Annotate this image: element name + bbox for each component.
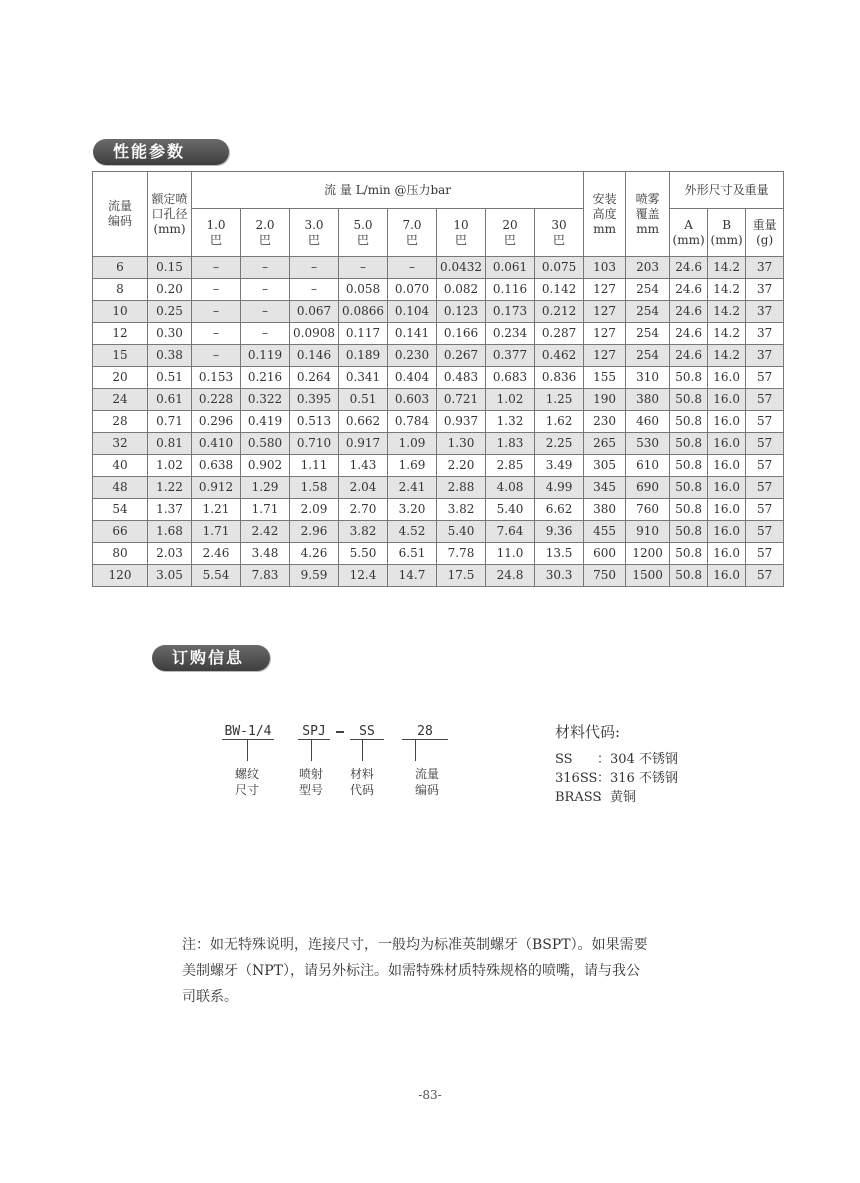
table-cell: 910 xyxy=(626,521,670,543)
table-cell: 6.62 xyxy=(535,499,584,521)
table-cell: 0.070 xyxy=(388,279,437,301)
table-cell: 5.40 xyxy=(437,521,486,543)
table-cell: 0.30 xyxy=(148,323,192,345)
table-cell: 3.05 xyxy=(148,565,192,587)
connector-line xyxy=(311,739,312,761)
table-cell: 12.4 xyxy=(339,565,388,587)
header-spray-cover: 喷雾覆盖mm xyxy=(626,172,670,257)
table-cell: 0.067 xyxy=(290,301,339,323)
table-cell: – xyxy=(241,301,290,323)
table-cell: 0.836 xyxy=(535,367,584,389)
table-cell: 14.2 xyxy=(708,279,746,301)
table-row xyxy=(93,279,784,301)
table-cell: 1.62 xyxy=(535,411,584,433)
table-cell: 530 xyxy=(626,433,670,455)
table-cell: 1.25 xyxy=(535,389,584,411)
table-cell: 0.513 xyxy=(290,411,339,433)
table-cell: 8 xyxy=(93,279,148,301)
table-cell: 310 xyxy=(626,367,670,389)
table-cell: 48 xyxy=(93,477,148,499)
underline xyxy=(402,739,448,740)
table-cell: 32 xyxy=(93,433,148,455)
table-cell: 6 xyxy=(93,257,148,279)
table-cell: 57 xyxy=(746,499,784,521)
table-cell: 16.0 xyxy=(708,543,746,565)
table-cell: 24.6 xyxy=(670,323,708,345)
underline xyxy=(350,739,384,740)
table-row xyxy=(93,301,784,323)
table-cell: 230 xyxy=(584,411,626,433)
table-cell: 80 xyxy=(93,543,148,565)
table-row xyxy=(93,499,784,521)
table-cell: 0.419 xyxy=(241,411,290,433)
table-cell: 3.20 xyxy=(388,499,437,521)
table-cell: 4.52 xyxy=(388,521,437,543)
table-cell: 0.146 xyxy=(290,345,339,367)
table-cell: 0.141 xyxy=(388,323,437,345)
table-cell: 0.104 xyxy=(388,301,437,323)
table-cell: 0.296 xyxy=(192,411,241,433)
table-cell: 0.937 xyxy=(437,411,486,433)
table-cell: 0.917 xyxy=(339,433,388,455)
table-cell: – xyxy=(241,257,290,279)
table-cell: 127 xyxy=(584,279,626,301)
table-cell: 0.058 xyxy=(339,279,388,301)
table-cell: 24.6 xyxy=(670,301,708,323)
connector-line xyxy=(362,739,363,761)
caption-material: 材料 代码 xyxy=(349,767,374,797)
table-cell: 24.6 xyxy=(670,279,708,301)
table-cell: – xyxy=(192,345,241,367)
table-cell: 1.68 xyxy=(148,521,192,543)
table-cell: 14.2 xyxy=(708,345,746,367)
table-cell: 2.41 xyxy=(388,477,437,499)
table-cell: 0.912 xyxy=(192,477,241,499)
table-cell: 57 xyxy=(746,389,784,411)
table-cell: 57 xyxy=(746,367,784,389)
table-cell: 305 xyxy=(584,455,626,477)
material-item: 316SS：316 不锈钢 xyxy=(555,771,678,786)
table-cell: 0.264 xyxy=(290,367,339,389)
table-cell: 0.395 xyxy=(290,389,339,411)
table-cell: 254 xyxy=(626,279,670,301)
table-cell: 455 xyxy=(584,521,626,543)
table-cell: 345 xyxy=(584,477,626,499)
table-cell: 50.8 xyxy=(670,455,708,477)
table-cell: 0.082 xyxy=(437,279,486,301)
table-cell: 0.173 xyxy=(486,301,535,323)
table-cell: 40 xyxy=(93,455,148,477)
header-pressure: 5.0 巴 xyxy=(339,209,388,257)
table-cell: 190 xyxy=(584,389,626,411)
table-cell: 1.29 xyxy=(241,477,290,499)
table-cell: 0.51 xyxy=(339,389,388,411)
table-cell: 690 xyxy=(626,477,670,499)
section-title-performance: 性能参数 xyxy=(93,139,229,165)
table-cell: 0.061 xyxy=(486,257,535,279)
header-dim-a: A (mm) xyxy=(670,209,708,257)
table-cell: – xyxy=(290,279,339,301)
performance-table xyxy=(92,171,784,587)
table-cell: 0.228 xyxy=(192,389,241,411)
table-cell: – xyxy=(192,323,241,345)
table-cell: 2.88 xyxy=(437,477,486,499)
table-cell: 0.119 xyxy=(241,345,290,367)
table-row xyxy=(93,257,784,279)
table-row xyxy=(93,543,784,565)
table-cell: 0.462 xyxy=(535,345,584,367)
table-cell: 0.81 xyxy=(148,433,192,455)
table-cell: 6.51 xyxy=(388,543,437,565)
table-cell: – xyxy=(388,257,437,279)
table-cell: 0.212 xyxy=(535,301,584,323)
table-cell: 380 xyxy=(626,389,670,411)
table-cell: 0.61 xyxy=(148,389,192,411)
table-cell: 254 xyxy=(626,345,670,367)
caption-thread: 螺纹 尺寸 xyxy=(234,767,259,797)
table-cell: 37 xyxy=(746,279,784,301)
table-cell: 0.404 xyxy=(388,367,437,389)
table-cell: 2.09 xyxy=(290,499,339,521)
table-cell: 380 xyxy=(584,499,626,521)
table-cell: 0.20 xyxy=(148,279,192,301)
table-cell: 4.99 xyxy=(535,477,584,499)
table-cell: 5.40 xyxy=(486,499,535,521)
table-cell: 16.0 xyxy=(708,455,746,477)
table-cell: 16.0 xyxy=(708,565,746,587)
table-cell: 0.153 xyxy=(192,367,241,389)
table-row xyxy=(93,521,784,543)
table-cell: 0.638 xyxy=(192,455,241,477)
table-cell: 2.85 xyxy=(486,455,535,477)
table-cell: 24 xyxy=(93,389,148,411)
table-cell: 600 xyxy=(584,543,626,565)
table-cell: 7.83 xyxy=(241,565,290,587)
table-cell: 5.50 xyxy=(339,543,388,565)
table-cell: 57 xyxy=(746,543,784,565)
table-cell: 1.09 xyxy=(388,433,437,455)
table-cell: 2.42 xyxy=(241,521,290,543)
table-cell: 2.70 xyxy=(339,499,388,521)
table-cell: 54 xyxy=(93,499,148,521)
table-cell: 0.0866 xyxy=(339,301,388,323)
table-cell: 0.15 xyxy=(148,257,192,279)
table-row xyxy=(93,433,784,455)
material-item: SS ：304 不锈钢 xyxy=(555,752,678,767)
table-cell: 11.0 xyxy=(486,543,535,565)
table-cell: 0.230 xyxy=(388,345,437,367)
header-pressure: 7.0 巴 xyxy=(388,209,437,257)
table-cell: 37 xyxy=(746,345,784,367)
table-cell: 13.5 xyxy=(535,543,584,565)
table-cell: 0.267 xyxy=(437,345,486,367)
table-cell: 254 xyxy=(626,323,670,345)
table-row xyxy=(93,477,784,499)
table-cell: – xyxy=(192,279,241,301)
table-row xyxy=(93,345,784,367)
materials-title: 材料代码: xyxy=(555,723,621,741)
table-cell: 37 xyxy=(746,323,784,345)
table-cell: 50.8 xyxy=(670,433,708,455)
material-item: BRASS：黄铜 xyxy=(555,790,637,805)
table-cell: 0.142 xyxy=(535,279,584,301)
table-cell: 50.8 xyxy=(670,411,708,433)
table-cell: 57 xyxy=(746,433,784,455)
table-cell: 127 xyxy=(584,345,626,367)
table-cell: 2.03 xyxy=(148,543,192,565)
table-cell: 16.0 xyxy=(708,367,746,389)
caption-flow: 流量 编码 xyxy=(414,767,439,797)
table-cell: 0.71 xyxy=(148,411,192,433)
underline xyxy=(298,739,330,740)
header-dim-b: B (mm) xyxy=(708,209,746,257)
table-cell: 57 xyxy=(746,521,784,543)
table-cell: 7.64 xyxy=(486,521,535,543)
header-pressure: 2.0 巴 xyxy=(241,209,290,257)
table-cell: 30.3 xyxy=(535,565,584,587)
table-cell: – xyxy=(339,257,388,279)
connector-line xyxy=(247,739,248,761)
table-cell: 1.71 xyxy=(192,521,241,543)
table-cell: 2.46 xyxy=(192,543,241,565)
table-cell: 0.322 xyxy=(241,389,290,411)
table-cell: 0.341 xyxy=(339,367,388,389)
table-cell: 1.58 xyxy=(290,477,339,499)
table-row xyxy=(93,565,784,587)
table-cell: 14.2 xyxy=(708,257,746,279)
table-cell: 0.721 xyxy=(437,389,486,411)
table-cell: 0.216 xyxy=(241,367,290,389)
table-cell: 203 xyxy=(626,257,670,279)
caption-type: 喷射 型号 xyxy=(298,767,323,797)
table-cell: 14.7 xyxy=(388,565,437,587)
table-cell: 4.26 xyxy=(290,543,339,565)
table-cell: 0.410 xyxy=(192,433,241,455)
table-cell: 127 xyxy=(584,301,626,323)
table-cell: 0.166 xyxy=(437,323,486,345)
table-cell: 3.82 xyxy=(437,499,486,521)
table-cell: 0.784 xyxy=(388,411,437,433)
table-cell: 1.43 xyxy=(339,455,388,477)
table-cell: 0.117 xyxy=(339,323,388,345)
table-cell: 14.2 xyxy=(708,323,746,345)
table-cell: 2.20 xyxy=(437,455,486,477)
table-cell: 1.69 xyxy=(388,455,437,477)
table-cell: 0.683 xyxy=(486,367,535,389)
page-number: -83- xyxy=(418,1088,442,1102)
footnote: 注：如无特殊说明，连接尺寸，一般均为标准英制螺牙（BSPT）。如果需要美制螺牙（NPT），请另外标注。如需特殊材质特殊规格的喷嘴，请与我公司联系。 xyxy=(182,937,648,1005)
table-cell: 37 xyxy=(746,301,784,323)
header-pressure: 20 巴 xyxy=(486,209,535,257)
table-cell: 14.2 xyxy=(708,301,746,323)
header-pressure: 10 巴 xyxy=(437,209,486,257)
table-cell: 50.8 xyxy=(670,521,708,543)
table-cell: 0.38 xyxy=(148,345,192,367)
table-cell: 57 xyxy=(746,411,784,433)
table-cell: 0.123 xyxy=(437,301,486,323)
table-cell: 57 xyxy=(746,477,784,499)
table-cell: 3.49 xyxy=(535,455,584,477)
table-cell: 0.662 xyxy=(339,411,388,433)
table-cell: 9.59 xyxy=(290,565,339,587)
table-cell: 20 xyxy=(93,367,148,389)
table-cell: 460 xyxy=(626,411,670,433)
table-row xyxy=(93,323,784,345)
table-cell: 155 xyxy=(584,367,626,389)
table-cell: – xyxy=(241,279,290,301)
table-cell: 0.189 xyxy=(339,345,388,367)
table-cell: 24.6 xyxy=(670,345,708,367)
table-cell: 50.8 xyxy=(670,389,708,411)
table-cell: 1.11 xyxy=(290,455,339,477)
separator-dash xyxy=(336,731,344,733)
table-cell: 10 xyxy=(93,301,148,323)
table-cell: 3.82 xyxy=(339,521,388,543)
table-cell: 16.0 xyxy=(708,389,746,411)
table-cell: 1.32 xyxy=(486,411,535,433)
table-row xyxy=(93,455,784,477)
table-cell: 0.25 xyxy=(148,301,192,323)
table-cell: 37 xyxy=(746,257,784,279)
table-row xyxy=(93,411,784,433)
order-code-flow: 28 xyxy=(417,724,433,739)
table-cell: 0.0908 xyxy=(290,323,339,345)
table-cell: 0.580 xyxy=(241,433,290,455)
table-cell: 0.483 xyxy=(437,367,486,389)
table-cell: 1.37 xyxy=(148,499,192,521)
table-cell: 24.6 xyxy=(670,257,708,279)
table-cell: 0.287 xyxy=(535,323,584,345)
table-cell: 1.02 xyxy=(486,389,535,411)
table-cell: 0.902 xyxy=(241,455,290,477)
table-cell: 50.8 xyxy=(670,367,708,389)
table-cell: 1.02 xyxy=(148,455,192,477)
header-dims-weight: 外形尺寸及重量 xyxy=(670,172,784,209)
table-cell: 57 xyxy=(746,565,784,587)
table-cell: – xyxy=(192,301,241,323)
table-cell: 3.48 xyxy=(241,543,290,565)
table-cell: 50.8 xyxy=(670,543,708,565)
table-cell: 1.21 xyxy=(192,499,241,521)
table-cell: 1200 xyxy=(626,543,670,565)
underline xyxy=(222,739,274,740)
table-cell: 0.603 xyxy=(388,389,437,411)
table-cell: 120 xyxy=(93,565,148,587)
table-cell: – xyxy=(192,257,241,279)
order-code-type: SPJ xyxy=(302,724,326,739)
table-cell: 127 xyxy=(584,323,626,345)
table-cell: 16.0 xyxy=(708,477,746,499)
header-pressure: 3.0 巴 xyxy=(290,209,339,257)
table-cell: 1.71 xyxy=(241,499,290,521)
table-cell: 16.0 xyxy=(708,411,746,433)
table-cell: 0.234 xyxy=(486,323,535,345)
table-cell: 1500 xyxy=(626,565,670,587)
table-cell: 1.83 xyxy=(486,433,535,455)
table-cell: 0.377 xyxy=(486,345,535,367)
table-cell: 2.25 xyxy=(535,433,584,455)
order-code-thread: BW-1/4 xyxy=(224,724,272,739)
table-cell: – xyxy=(290,257,339,279)
table-cell: 50.8 xyxy=(670,499,708,521)
table-cell: 66 xyxy=(93,521,148,543)
section-title-ordering: 订购信息 xyxy=(152,645,270,671)
table-cell: 16.0 xyxy=(708,499,746,521)
table-cell: 50.8 xyxy=(670,477,708,499)
table-cell: 24.8 xyxy=(486,565,535,587)
table-cell: 0.075 xyxy=(535,257,584,279)
table-cell: 50.8 xyxy=(670,565,708,587)
header-pressure: 1.0 巴 xyxy=(192,209,241,257)
table-cell: 2.96 xyxy=(290,521,339,543)
order-code-material: SS xyxy=(359,724,375,739)
header-pressure: 30 巴 xyxy=(535,209,584,257)
table-cell: 103 xyxy=(584,257,626,279)
table-cell: 0.116 xyxy=(486,279,535,301)
table-cell: 0.710 xyxy=(290,433,339,455)
table-row xyxy=(93,389,784,411)
header-flow-group: 流 量 L/min @压力bar xyxy=(192,172,584,209)
table-cell: 4.08 xyxy=(486,477,535,499)
connector-line xyxy=(415,739,416,761)
table-cell: 2.04 xyxy=(339,477,388,499)
table-cell: 17.5 xyxy=(437,565,486,587)
table-cell: 254 xyxy=(626,301,670,323)
table-cell: 5.54 xyxy=(192,565,241,587)
header-flow-code: 流量编码 xyxy=(93,172,148,257)
table-cell: 1.30 xyxy=(437,433,486,455)
table-cell: 1.22 xyxy=(148,477,192,499)
header-weight: 重量 (g) xyxy=(746,209,784,257)
table-cell: 15 xyxy=(93,345,148,367)
table-cell: 610 xyxy=(626,455,670,477)
table-cell: 0.51 xyxy=(148,367,192,389)
table-cell: 16.0 xyxy=(708,433,746,455)
table-cell: 750 xyxy=(584,565,626,587)
table-cell: – xyxy=(241,323,290,345)
table-cell: 760 xyxy=(626,499,670,521)
table-cell: 57 xyxy=(746,455,784,477)
table-cell: 265 xyxy=(584,433,626,455)
table-cell: 16.0 xyxy=(708,521,746,543)
table-cell: 0.0432 xyxy=(437,257,486,279)
header-orifice: 额定喷口孔径 (mm) xyxy=(148,172,192,257)
table-row xyxy=(93,367,784,389)
table-cell: 28 xyxy=(93,411,148,433)
table-cell: 9.36 xyxy=(535,521,584,543)
header-install-height: 安装高度mm xyxy=(584,172,626,257)
table-cell: 12 xyxy=(93,323,148,345)
table-cell: 7.78 xyxy=(437,543,486,565)
